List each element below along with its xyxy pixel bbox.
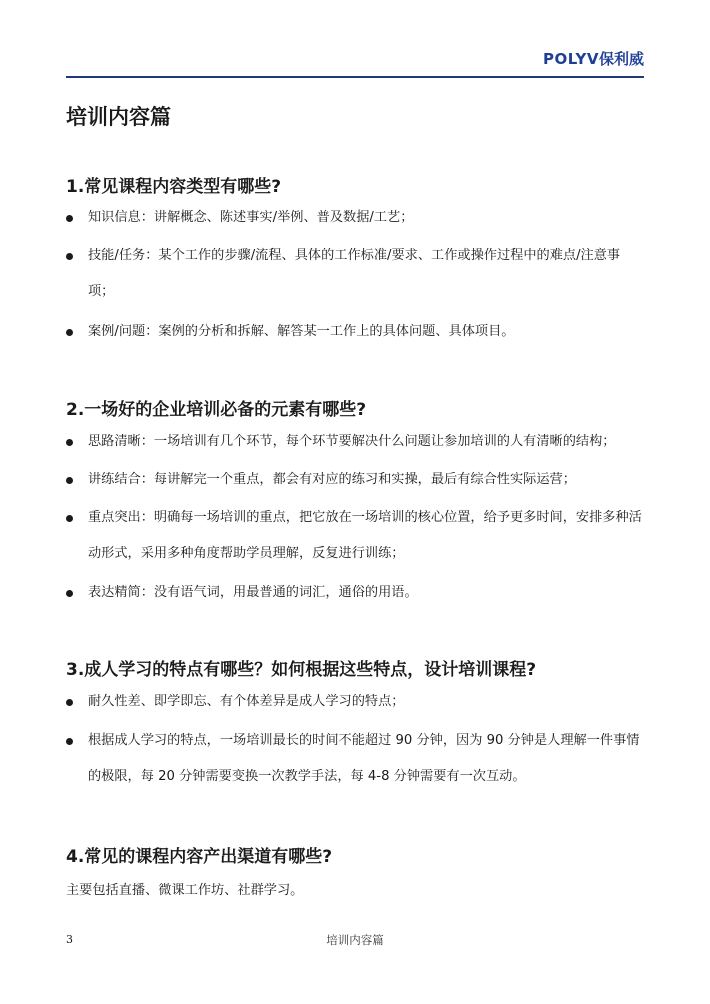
polyv-logo: [543, 48, 644, 69]
list-item: [66, 314, 646, 350]
page-title: 培训内容篇: [66, 105, 171, 129]
list-item-text: 耐久性差、即学即忘、有个体差异是成人学习的特点；: [88, 694, 405, 709]
footer-title: 培训内容篇: [326, 933, 384, 947]
header-rule: [66, 76, 644, 78]
list-item-text: 思路清晰：一场培训有几个环节，每个环节要解决什么问题让参加培训的人有清晰的结构；: [88, 434, 616, 449]
section-heading-1: 1.常见课程内容类型有哪些?: [66, 177, 282, 197]
list-item-text: 知识信息：讲解概念、陈述事实/举例、普及数据/工艺；: [88, 210, 414, 225]
list-item-text: 案例/问题：案例的分析和拆解、解答某一工作上的具体问题、具体项目。: [88, 324, 515, 339]
bullet-icon: [66, 215, 73, 222]
list-item: [66, 575, 646, 611]
bullet-icon: [66, 253, 73, 260]
list-item-text: 讲练结合：每讲解完一个重点，都会有对应的练习和实操，最后有综合性实际运营；: [88, 472, 576, 487]
list-item: [66, 723, 646, 795]
bullet-icon: [66, 515, 73, 522]
list-item: [66, 684, 646, 720]
list-item: [66, 424, 646, 460]
list-item-text: 技能/任务：某个工作的步骤/流程、具体的工作标准/要求、工作或操作过程中的难点/注意事项；: [88, 248, 621, 299]
bullet-icon: [66, 477, 73, 484]
list-item: [66, 200, 646, 236]
logo-latin: POLYV: [543, 50, 599, 68]
list-item-text: 根据成人学习的特点，一场培训最长的时间不能超过 90 分钟，因为 90 分钟是人理解一件事情的极限，每 20 分钟需要变换一次教学手法，每 4-8 分钟需要有一次互动。: [88, 733, 640, 784]
section-4-text: 主要包括直播、微课工作坊、社群学习。: [66, 883, 304, 898]
bullet-icon: [66, 738, 73, 745]
bullet-icon: [66, 699, 73, 706]
section-heading-3: 3.成人学习的特点有哪些？如何根据这些特点，设计培训课程?: [66, 660, 537, 680]
list-item: [66, 462, 646, 498]
bullet-icon: [66, 590, 73, 597]
list-item: [66, 238, 646, 310]
bullet-icon: [66, 329, 73, 336]
page-number: 3: [66, 933, 73, 946]
logo-cjk: 保利威: [598, 50, 644, 68]
list-item: [66, 500, 646, 572]
list-item-text: 重点突出：明确每一场培训的重点，把它放在一场培训的核心位置，给予更多时间，安排多种活动形式，采用多种角度帮助学员理解，反复进行训练；: [88, 510, 642, 561]
bullet-icon: [66, 439, 73, 446]
list-item-text: 表达精简：没有语气词，用最普通的词汇，通俗的用语。: [88, 585, 418, 600]
section-heading-2: 2.一场好的企业培训必备的元素有哪些?: [66, 400, 367, 420]
section-heading-4: 4.常见的课程内容产出渠道有哪些?: [66, 847, 333, 867]
